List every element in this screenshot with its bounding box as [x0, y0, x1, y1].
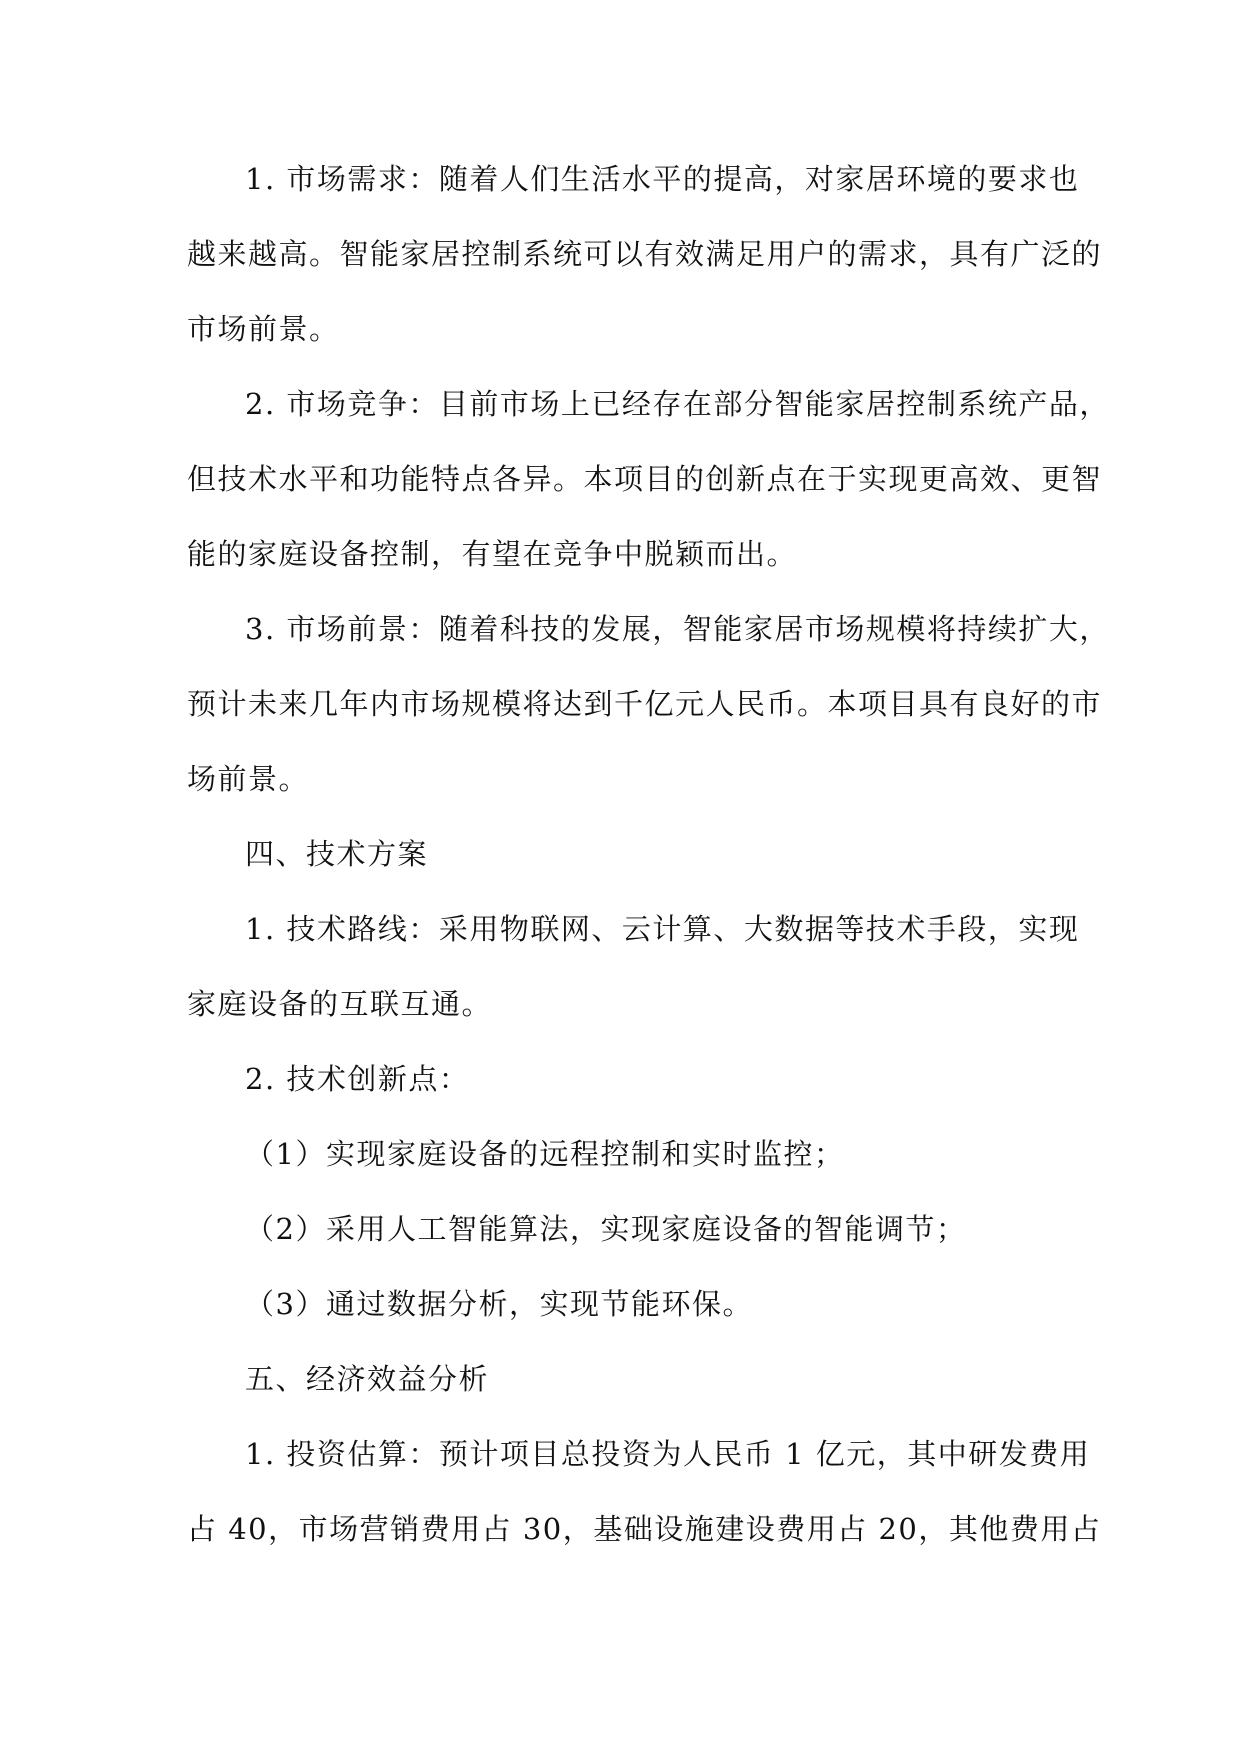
- paragraph-tech-innovation-heading: [187, 1042, 1057, 1117]
- section-heading-technical-plan: [187, 817, 1057, 892]
- section-heading-economic-analysis: [187, 1342, 1057, 1417]
- text-line: 场前景。: [187, 762, 310, 796]
- text-line: 2. 技术创新点：: [245, 1062, 470, 1096]
- heading-line: 五、经济效益分析: [245, 1362, 490, 1396]
- list-item-innovation-1: [187, 1117, 1057, 1192]
- text-line: 1. 技术路线：采用物联网、云计算、大数据等技术手段，实现: [245, 912, 1080, 946]
- text-line: 市场前景。: [187, 312, 340, 346]
- text-line: （1）实现家庭设备的远程控制和实时监控；: [245, 1137, 845, 1171]
- paragraph-market-demand: [187, 142, 1103, 367]
- heading-line: 四、技术方案: [245, 837, 429, 871]
- text-line: 3. 市场前景：随着科技的发展，智能家居市场规模将持续扩大，: [245, 612, 1110, 646]
- text-line: 1. 投资估算：预计项目总投资为人民币 1 亿元，其中研发费用: [245, 1437, 1091, 1471]
- paragraph-market-competition: [187, 367, 1110, 592]
- text-line: 家庭设备的互联互通。: [187, 987, 493, 1021]
- paragraph-investment-estimate: [187, 1417, 1102, 1567]
- text-line: 能的家庭设备控制，有望在竞争中脱颖而出。: [187, 537, 798, 571]
- text-line: （3）通过数据分析，实现节能环保。: [245, 1287, 753, 1321]
- list-item-innovation-2: [187, 1192, 1057, 1267]
- text-line: 但技术水平和功能特点各异。本项目的创新点在于实现更高效、更智: [187, 462, 1103, 496]
- text-line: 占 40，市场营销费用占 30，基础设施建设费用占 20，其他费用占: [187, 1512, 1102, 1546]
- text-line: （2）采用人工智能算法，实现家庭设备的智能调节；: [245, 1212, 967, 1246]
- paragraph-tech-route: [187, 892, 1080, 1042]
- document-body: [187, 142, 1110, 1567]
- paragraph-market-prospect: [187, 592, 1110, 817]
- text-line: 越来越高。智能家居控制系统可以有效满足用户的需求，具有广泛的: [187, 237, 1103, 271]
- text-line: 预计未来几年内市场规模将达到千亿元人民币。本项目具有良好的市: [187, 687, 1103, 721]
- text-line: 2. 市场竞争：目前市场上已经存在部分智能家居控制系统产品，: [245, 387, 1110, 421]
- list-item-innovation-3: [187, 1267, 1057, 1342]
- text-line: 1. 市场需求：随着人们生活水平的提高，对家居环境的要求也: [245, 162, 1080, 196]
